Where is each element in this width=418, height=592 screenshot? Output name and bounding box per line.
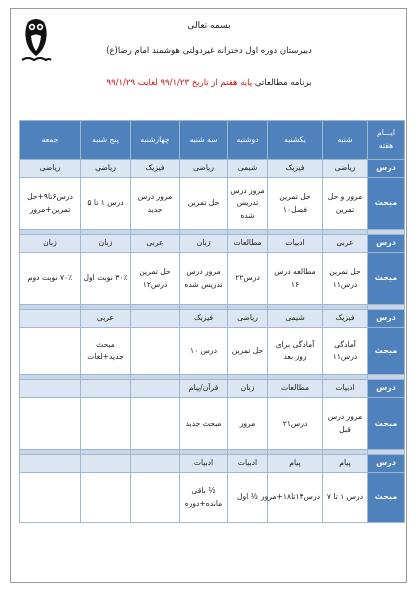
lesson-cell: ادبیات bbox=[268, 234, 323, 252]
lesson-cell: زبان bbox=[180, 234, 228, 252]
lesson-cell: شیمی bbox=[268, 309, 323, 327]
day-header-cell: چهارشنبه bbox=[131, 121, 180, 160]
topic-row bbox=[20, 178, 405, 230]
lesson-cell: پیام bbox=[323, 455, 368, 473]
program-grade: پایه هفتم bbox=[220, 78, 253, 88]
lesson-cell: شیمی bbox=[228, 159, 268, 177]
lesson-cell bbox=[131, 455, 180, 473]
topic-cell: حل تمرین درس۱۲ bbox=[131, 253, 180, 305]
day-header-cell: سه شنبه bbox=[180, 121, 228, 160]
lesson-cell bbox=[131, 380, 180, 398]
program-dates: از تاریخ ۹۹/۱/۲۳ لغایت ۹۹/۱/۲۹ bbox=[106, 78, 218, 88]
day-header-cell: پنج شنبه bbox=[81, 121, 131, 160]
lesson-row-label: درس bbox=[368, 159, 405, 177]
topic-cell: آمادگی درس۱۱ bbox=[323, 328, 368, 375]
lesson-cell: مطالعات bbox=[268, 380, 323, 398]
topic-cell: آمادگی برای روز بعد bbox=[268, 328, 323, 375]
topic-cell: ½ اول bbox=[228, 473, 268, 523]
topic-cell: درس۱۴تا۱۸+مرور bbox=[268, 473, 323, 523]
day-header-cell: جمعه bbox=[20, 121, 81, 160]
school-name: دبیرستان دوره اول دخترانه غیردولتی هوشمند امام رضا(ع) bbox=[106, 46, 312, 56]
day-header-cell: شنبه bbox=[323, 121, 368, 160]
lesson-cell: زبان bbox=[81, 234, 131, 252]
lesson-row bbox=[20, 309, 405, 327]
topic-row-label: مبحث bbox=[368, 253, 405, 305]
topic-cell: مرور درس تدریس شده bbox=[180, 253, 228, 305]
lesson-cell: فیزیک bbox=[131, 159, 180, 177]
lesson-cell: عربی bbox=[323, 234, 368, 252]
topic-cell: درس۲۲ bbox=[228, 253, 268, 305]
topic-cell: مرور درس تدریس شده bbox=[228, 178, 268, 230]
topic-cell bbox=[81, 398, 131, 450]
lesson-cell bbox=[20, 380, 81, 398]
topic-cell: ½ باقی مانده+دوره bbox=[180, 473, 228, 523]
topic-cell: درس۲۱ bbox=[268, 398, 323, 450]
day-header-cell: دوشنبه bbox=[228, 121, 268, 160]
lesson-cell bbox=[20, 455, 81, 473]
topic-cell: مطالعه درس ۱۶ bbox=[268, 253, 323, 305]
lesson-cell: ریاضی bbox=[323, 159, 368, 177]
topic-cell bbox=[131, 398, 180, 450]
lesson-row-label: درس bbox=[368, 309, 405, 327]
lesson-row bbox=[20, 159, 405, 177]
basmala-heading: بسمه تعالی bbox=[187, 21, 231, 31]
lesson-row-label: درس bbox=[368, 455, 405, 473]
topic-cell: درس۶تا۹+حل تمرین+مرور bbox=[20, 178, 81, 230]
topic-cell: مبحث جدید+لغات bbox=[81, 328, 131, 375]
study-schedule-table bbox=[19, 120, 405, 523]
topic-cell: ۳۰٪ نوبت اول bbox=[81, 253, 131, 305]
topic-cell: مبحث جدید bbox=[180, 398, 228, 450]
topic-cell bbox=[20, 398, 81, 450]
lesson-cell: عربی bbox=[131, 234, 180, 252]
topic-cell: حل تمرین درس۱۱ bbox=[323, 253, 368, 305]
day-header-cell: یکشنبه bbox=[268, 121, 323, 160]
corner-header-cell: ایـــام هفته bbox=[368, 121, 405, 160]
lesson-cell: ریاضی bbox=[180, 159, 228, 177]
topic-row-label: مبحث bbox=[368, 398, 405, 450]
topic-cell: حل تمرین bbox=[228, 328, 268, 375]
lesson-cell: فیزیک bbox=[268, 159, 323, 177]
lesson-cell bbox=[131, 309, 180, 327]
topic-row bbox=[20, 328, 405, 375]
lesson-row-label: درس bbox=[368, 380, 405, 398]
topic-cell bbox=[81, 473, 131, 523]
topic-row-label: مبحث bbox=[368, 328, 405, 375]
lesson-cell: ادبیات bbox=[228, 455, 268, 473]
lesson-row bbox=[20, 455, 405, 473]
lesson-row bbox=[20, 380, 405, 398]
days-header-row bbox=[20, 121, 405, 160]
topic-row bbox=[20, 398, 405, 450]
lesson-cell: زبان bbox=[20, 234, 81, 252]
lesson-cell: قرآن/پیام bbox=[180, 380, 228, 398]
lesson-cell: ریاضی bbox=[81, 159, 131, 177]
lesson-cell: فیزیک bbox=[180, 309, 228, 327]
lesson-row-label: درس bbox=[368, 234, 405, 252]
lesson-cell: عربی bbox=[81, 309, 131, 327]
topic-cell: مرور درس جدید bbox=[131, 178, 180, 230]
topic-cell bbox=[131, 328, 180, 375]
topic-cell: حل تمرین bbox=[180, 178, 228, 230]
topic-row bbox=[20, 253, 405, 305]
lesson-row bbox=[20, 234, 405, 252]
topic-cell: مرور و حل تمرین bbox=[323, 178, 368, 230]
lesson-cell: ریاضی bbox=[20, 159, 81, 177]
topic-cell: مرور bbox=[228, 398, 268, 450]
lesson-cell: ادبیات bbox=[180, 455, 228, 473]
lesson-cell: فیزیک bbox=[323, 309, 368, 327]
program-title bbox=[0, 78, 418, 88]
topic-cell bbox=[20, 473, 81, 523]
topic-cell: درس ۱ تا ۵ bbox=[81, 178, 131, 230]
lesson-cell bbox=[81, 380, 131, 398]
topic-row bbox=[20, 473, 405, 523]
topic-cell bbox=[20, 328, 81, 375]
topic-cell: درس ۱۰ bbox=[180, 328, 228, 375]
lesson-cell: ریاضی bbox=[228, 309, 268, 327]
lesson-cell bbox=[20, 309, 81, 327]
topic-row-label: مبحث bbox=[368, 473, 405, 523]
lesson-cell: مطالعات bbox=[228, 234, 268, 252]
lesson-cell: پیام bbox=[268, 455, 323, 473]
lesson-cell bbox=[81, 455, 131, 473]
topic-cell: ۷۰٪ نوبت دوم bbox=[20, 253, 81, 305]
topic-cell: درس ۱ تا ۷ bbox=[323, 473, 368, 523]
topic-row-label: مبحث bbox=[368, 178, 405, 230]
topic-cell: مرور درس قبل bbox=[323, 398, 368, 450]
program-prefix: برنامه مطالعاتی bbox=[254, 78, 312, 88]
lesson-cell: زبان bbox=[228, 380, 268, 398]
lesson-cell: ادبیات bbox=[323, 380, 368, 398]
topic-cell bbox=[131, 473, 180, 523]
topic-cell: حل تمرین فصل۱۰ bbox=[268, 178, 323, 230]
